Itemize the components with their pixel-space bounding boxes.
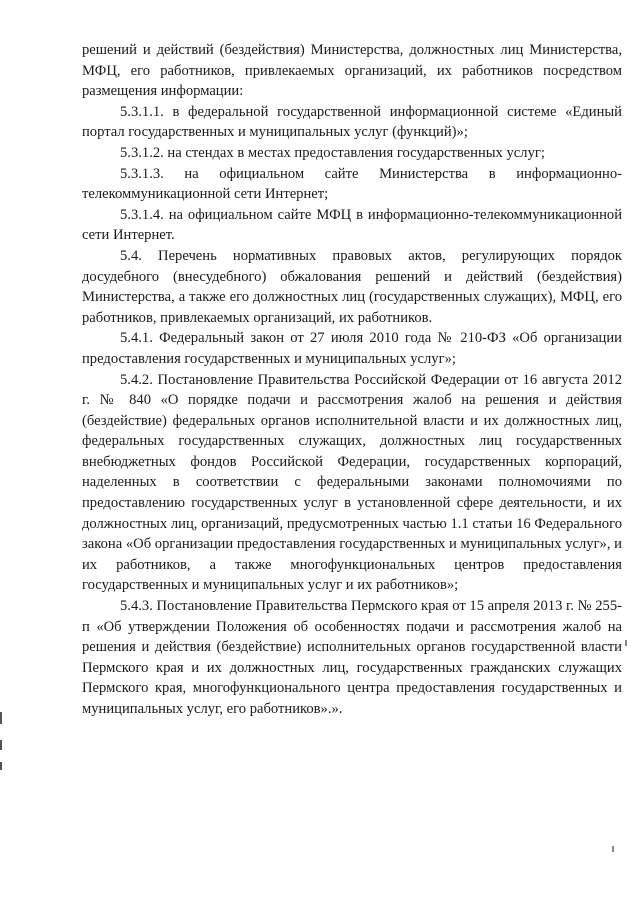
- scan-speck: [612, 846, 614, 852]
- paragraph-5-4: 5.4. Перечень нормативных правовых актов, регулирующих порядок досудебного (внесудебного) обжалования решений и действий (бездействия) Министерства, а также его должностных лиц (государственных служащих), МФЦ, его работников, привлекаемых организаций, их работников.: [82, 247, 622, 326]
- scan-edge-mark: [0, 712, 2, 724]
- paragraph-5-3-1-1: 5.3.1.1. в федеральной государственной информационной системе «Единый портал государственных и муниципальных услуг (функций)»;: [82, 103, 622, 141]
- document-body: [82, 40, 622, 720]
- paragraph-continuation: решений и действий (бездействия) Министерства, должностных лиц Министерства, МФЦ, его работников, привлекаемых организаций, их работников посредством размещения информации:: [82, 42, 622, 100]
- paragraph-5-4-1: 5.4.1. Федеральный закон от 27 июля 2010 года № 210-ФЗ «Об организации предоставления государственных и муниципальных услуг»;: [82, 330, 622, 367]
- paragraph-5-3-1-3: 5.3.1.3. на официальном сайте Министерства в информационно-телекоммуникационной сети Интернет;: [82, 165, 622, 203]
- scan-speck: [625, 640, 627, 646]
- paragraph-5-3-1-4: 5.3.1.4. на официальном сайте МФЦ в информационно-телекоммуникационной сети Интернет.: [82, 206, 622, 244]
- scan-edge-mark: [0, 762, 2, 770]
- paragraph-5-3-1-2: 5.3.1.2. на стендах в местах предоставления государственных услуг;: [120, 144, 545, 161]
- paragraph-5-4-3: 5.4.3. Постановление Правительства Пермского края от 15 апреля 2013 г. № 255-п «Об утверждении Положения об особенностях подачи и рассмотрения жалоб на решения и действия (бездействие) исполнительных органов государственной власти Пермского края и их должностных лиц, государственных гражданских служащих Пермского края, многофункционального центра предоставления государственных и муниципальных услуг, его работников».».: [82, 598, 622, 717]
- paragraph-5-4-2: 5.4.2. Постановление Правительства Российской Федерации от 16 августа 2012 г. № 840 «О порядке подачи и рассмотрения жалоб на решения и действия (бездействие) федеральных органов исполнительной власти и их должностных лиц, федеральных государственных служащих, должностных лиц государственных внебюджетных фондов Российской Федерации, государственных корпораций, наделенных в соответствии с федеральными законами полномочиями по предоставлению государственных услуг в установленной сфере деятельности, и их должностных лиц, организаций, предусмотренных частью 1.1 статьи 16 Федерального закона «Об организации предоставления государственных и муниципальных услуг», и их работников, а также многофункциональных центров предоставления государственных и муниципальных услуг и их работников»;: [82, 371, 622, 594]
- scan-edge-mark: [0, 740, 2, 750]
